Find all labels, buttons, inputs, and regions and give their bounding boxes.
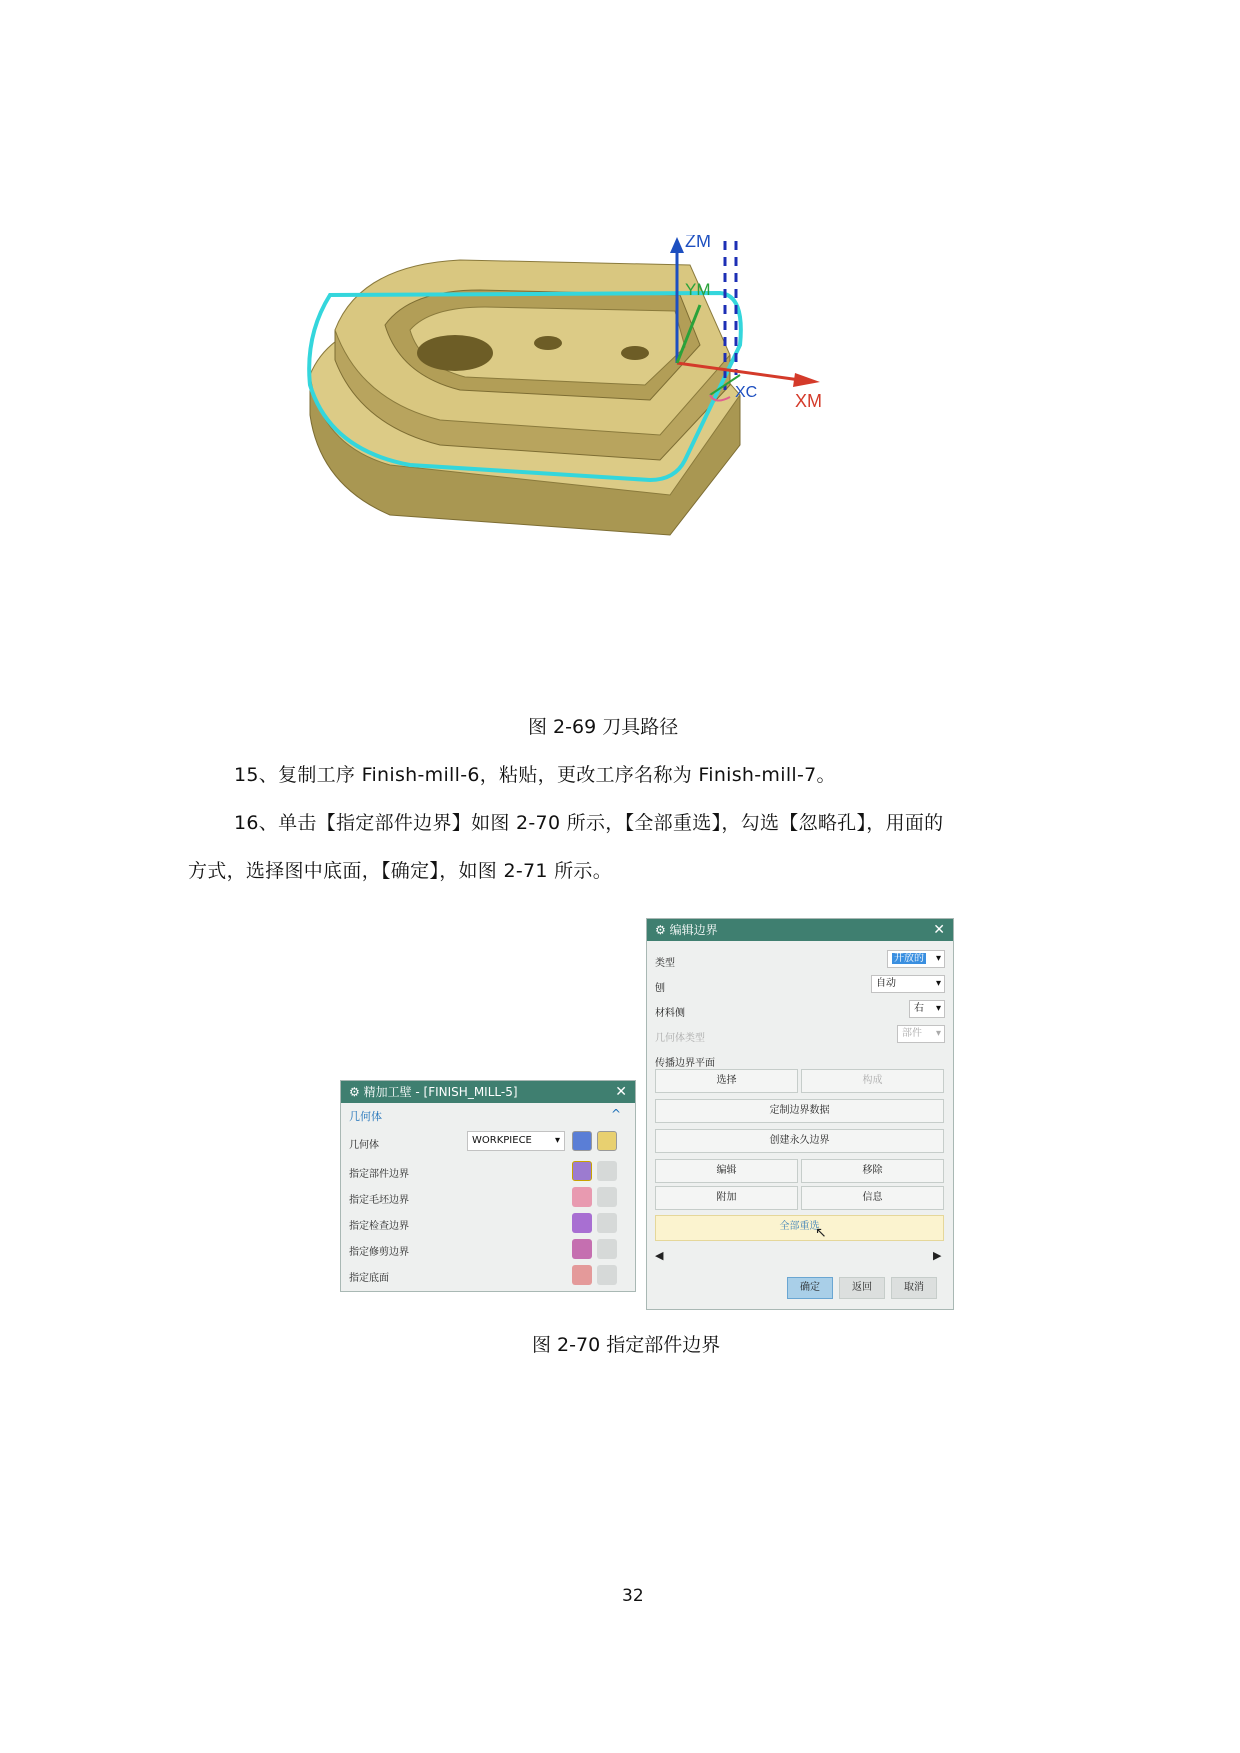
- flashlight-icon[interactable]: [597, 1161, 617, 1181]
- geometry-type-dropdown[interactable]: [897, 1025, 945, 1043]
- geometry-dropdown[interactable]: [467, 1131, 565, 1151]
- gear-icon: ⚙: [655, 923, 670, 937]
- specify-blank-boundary-icon[interactable]: [572, 1187, 592, 1207]
- specify-trim-boundary-icon[interactable]: [572, 1239, 592, 1259]
- scroll-left-icon[interactable]: ◀: [655, 1249, 664, 1262]
- edit-button[interactable]: 编辑: [655, 1159, 798, 1183]
- specify-part-boundary-icon[interactable]: [572, 1161, 592, 1181]
- chevron-down-icon: ▾: [935, 1028, 941, 1039]
- chevron-down-icon: ▾: [935, 953, 941, 964]
- geometry-type-label: 几何体类型: [655, 1033, 705, 1044]
- chevron-up-icon[interactable]: ^: [611, 1107, 622, 1121]
- toolpath-figure: [290, 235, 940, 580]
- part-hole-small-1: [534, 336, 562, 350]
- geometry-icon[interactable]: [572, 1131, 592, 1151]
- chevron-down-icon: ▾: [554, 1135, 560, 1146]
- select-button[interactable]: 选择: [655, 1069, 798, 1093]
- remove-button[interactable]: 移除: [801, 1159, 944, 1183]
- dialog-title: 精加工壁 - [FINISH_MILL-5]: [363, 1085, 518, 1099]
- cancel-button[interactable]: 取消: [891, 1277, 937, 1299]
- wrench-icon[interactable]: [597, 1131, 617, 1151]
- plane-dropdown[interactable]: [871, 975, 945, 993]
- chevron-down-icon: ▾: [935, 1003, 941, 1014]
- xm-label: XM: [795, 391, 822, 411]
- specify-check-boundary-icon[interactable]: [572, 1213, 592, 1233]
- dialog-title-bar: [647, 919, 953, 941]
- figure-caption-2-69: 图 2-69 刀具路径: [528, 716, 679, 738]
- plane-label: 刨: [655, 983, 665, 994]
- part-hole-large: [417, 335, 493, 371]
- geometry-section-header[interactable]: 几何体: [349, 1110, 382, 1123]
- row-label-floor: 指定底面: [349, 1273, 389, 1284]
- row-label-blank-boundary: 指定毛坯边界: [349, 1195, 409, 1206]
- paragraph-15: 15、复制工序 Finish-mill-6，粘贴，更改工序名称为 Finish-mill-7。: [234, 764, 836, 786]
- geometry-label: 几何体: [349, 1140, 379, 1151]
- material-side-label: 材料侧: [655, 1008, 685, 1019]
- finish-wall-dialog: [340, 1080, 636, 1292]
- propagate-plane-label: 传播边界平面: [655, 1058, 715, 1069]
- append-button[interactable]: 附加: [655, 1186, 798, 1210]
- zm-label: ZM: [685, 235, 711, 251]
- reselect-all-button[interactable]: 全部重选: [655, 1215, 944, 1241]
- xc-label: XC: [735, 384, 758, 401]
- part-hole-small-2: [621, 346, 649, 360]
- flashlight-icon[interactable]: [597, 1239, 617, 1259]
- material-side-value: 右: [914, 1003, 924, 1014]
- scroll-right-icon[interactable]: ▶: [933, 1249, 942, 1262]
- mouse-cursor-icon: ↖: [815, 1225, 827, 1241]
- flashlight-icon[interactable]: [597, 1213, 617, 1233]
- dialog-title-bar: [341, 1081, 635, 1103]
- material-side-dropdown[interactable]: [909, 1000, 945, 1018]
- dialog-title: 编辑边界: [669, 923, 718, 937]
- compose-button[interactable]: 构成: [801, 1069, 944, 1093]
- figure-caption-2-70: 图 2-70 指定部件边界: [532, 1334, 721, 1356]
- close-icon[interactable]: ✕: [615, 1084, 627, 1100]
- plane-value: 自动: [876, 978, 896, 989]
- row-label-part-boundary: 指定部件边界: [349, 1169, 409, 1180]
- row-label-trim-boundary: 指定修剪边界: [349, 1247, 409, 1258]
- zm-arrowhead: [670, 237, 684, 253]
- paragraph-16-line-2: 方式，选择图中底面，【确定】，如图 2-71 所示。: [188, 860, 613, 882]
- back-button[interactable]: 返回: [839, 1277, 885, 1299]
- geometry-type-value: 部件: [902, 1028, 922, 1039]
- edit-boundary-dialog: [646, 918, 954, 1310]
- page-number: 32: [622, 1586, 644, 1606]
- type-value: 开放的: [894, 953, 924, 964]
- close-icon[interactable]: ✕: [933, 922, 945, 938]
- type-dropdown[interactable]: [887, 950, 945, 968]
- flashlight-icon[interactable]: [597, 1187, 617, 1207]
- row-label-check-boundary: 指定检查边界: [349, 1221, 409, 1232]
- gear-icon: ⚙: [349, 1085, 364, 1099]
- specify-floor-icon[interactable]: [572, 1265, 592, 1285]
- type-label: 类型: [655, 958, 675, 969]
- flashlight-icon[interactable]: [597, 1265, 617, 1285]
- info-button[interactable]: 信息: [801, 1186, 944, 1210]
- custom-boundary-data-button[interactable]: 定制边界数据: [655, 1099, 944, 1123]
- xm-arrowhead: [793, 373, 820, 387]
- chevron-down-icon: ▾: [935, 978, 941, 989]
- paragraph-16-line-1: 16、单击【指定部件边界】如图 2-70 所示，【全部重选】，勾选【忽略孔】，用面的: [234, 812, 944, 834]
- ym-label: YM: [685, 280, 711, 299]
- geometry-value: WORKPIECE: [472, 1135, 532, 1146]
- create-permanent-boundary-button[interactable]: 创建永久边界: [655, 1129, 944, 1153]
- ok-button[interactable]: 确定: [787, 1277, 833, 1299]
